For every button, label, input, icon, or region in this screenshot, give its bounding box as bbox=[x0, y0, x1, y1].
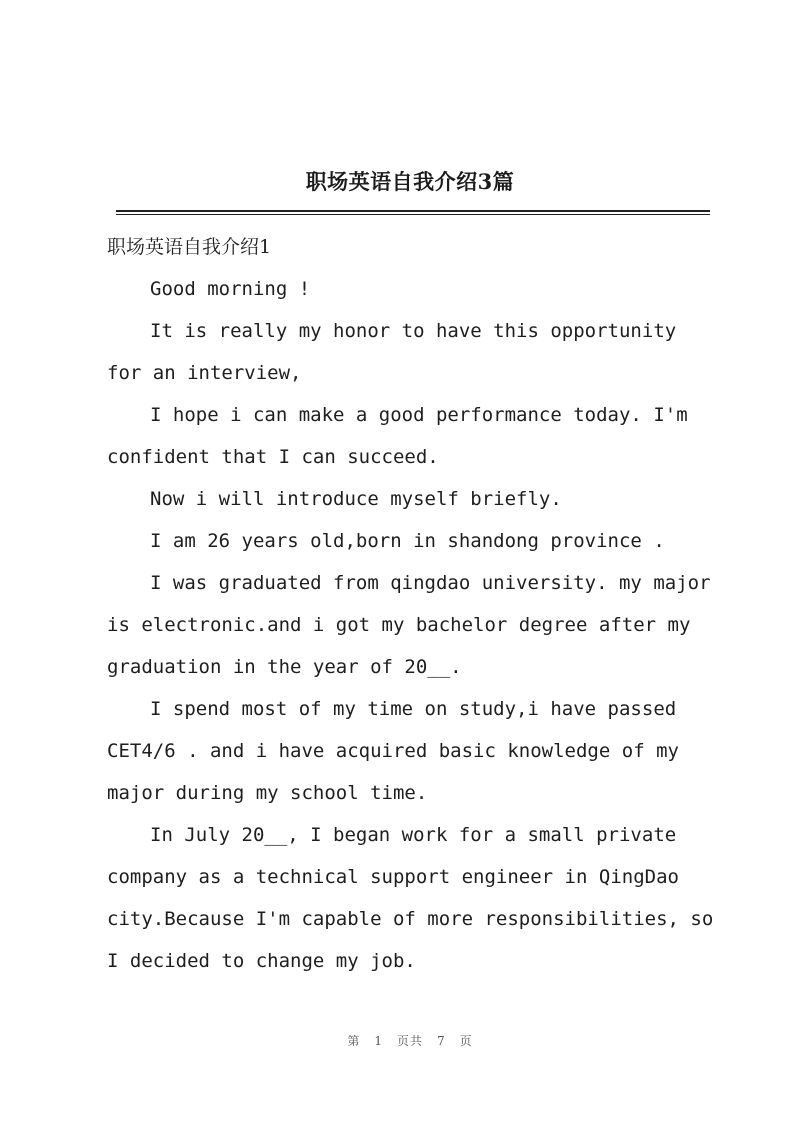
paragraph-introduce: Now i will introduce myself briefly. bbox=[150, 488, 562, 510]
paragraph-education: I was graduated from qingdao university. my major is electronic.and i got my bachelor degree after my graduation in the year of 20__. bbox=[107, 572, 711, 678]
footer-label-pages: 页 bbox=[459, 1034, 473, 1048]
document-body bbox=[107, 226, 715, 982]
paragraph-age: I am 26 years old,born in shandong province . bbox=[150, 530, 665, 552]
paragraph-honor: It is really my honor to have this opportunity for an interview, bbox=[107, 320, 677, 384]
page-footer bbox=[0, 1032, 800, 1049]
footer-label-of: 页共 bbox=[396, 1034, 423, 1048]
title-divider bbox=[116, 210, 710, 215]
paragraph-work: In July 20__, I began work for a small private company as a technical support engineer in QingDao city.Because I'm capable of more responsibilities, so I decided to change my job. bbox=[107, 824, 714, 972]
paragraph-study: I spend most of my time on study,i have passed CET4/6 . and i have acquired basic knowledge of my major during my school time. bbox=[107, 698, 679, 804]
paragraph-performance: I hope i can make a good performance today. I'm confident that I can succeed. bbox=[107, 404, 688, 468]
footer-total-pages: 7 bbox=[437, 1034, 446, 1048]
paragraph-greeting: Good morning ! bbox=[150, 278, 311, 300]
page-title: 职场英语自我介绍3篇 bbox=[305, 169, 515, 194]
footer-label-page: 第 bbox=[347, 1034, 361, 1048]
section-heading: 职场英语自我介绍1 bbox=[107, 236, 272, 258]
footer-current-page: 1 bbox=[374, 1034, 383, 1048]
